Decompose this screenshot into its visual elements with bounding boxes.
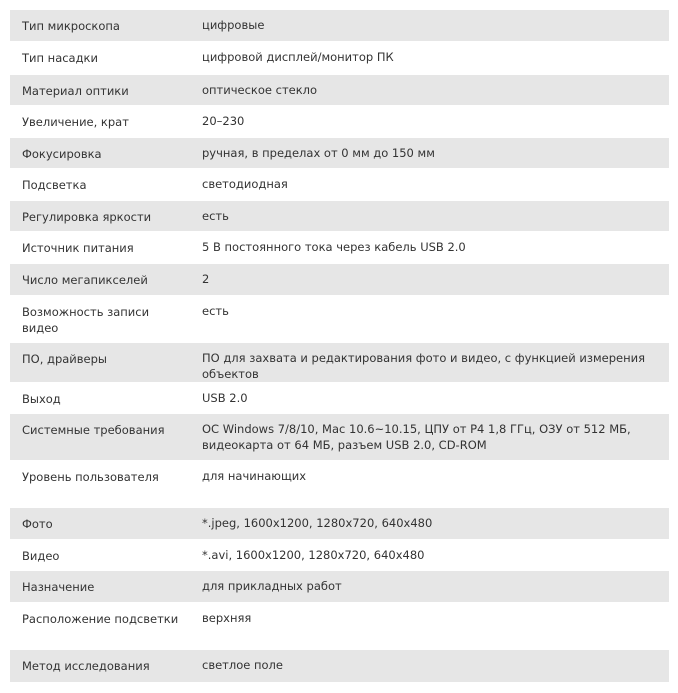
spec-value: есть <box>190 200 669 231</box>
spec-value: ПО для захвата и редактирования фото и видео, с функцией измерения объектов <box>190 342 669 382</box>
spec-label: Фото <box>10 507 190 539</box>
spec-value: USB 2.0 <box>190 382 669 413</box>
spec-value: 20–230 <box>190 105 669 137</box>
spec-label: Источник питания <box>10 231 190 263</box>
spec-row-research-method <box>10 649 669 682</box>
spec-value: *.jpeg, 1600x1200, 1280x720, 640x480 <box>190 507 669 539</box>
spec-label: Расположение подсветки <box>10 602 190 649</box>
spec-row-brightness-control <box>10 200 669 231</box>
spec-label: Назначение <box>10 570 190 602</box>
spec-row-attachment-type <box>10 41 669 74</box>
spec-row-power-source <box>10 231 669 263</box>
spec-label: Видео <box>10 539 190 570</box>
spec-row-purpose <box>10 570 669 602</box>
spec-row-system-requirements <box>10 413 669 460</box>
spec-row-video-recording <box>10 295 669 342</box>
specs-table-body <box>10 10 669 682</box>
spec-label: ПО, драйверы <box>10 342 190 382</box>
spec-row-optics-material <box>10 74 669 105</box>
spec-label: Системные требования <box>10 413 190 460</box>
spec-value: есть <box>190 295 669 342</box>
spec-label: Уровень пользователя <box>10 460 190 507</box>
spec-value: для начинающих <box>190 460 669 507</box>
spec-row-video <box>10 539 669 570</box>
specs-table <box>10 10 669 683</box>
spec-label: Подсветка <box>10 168 190 200</box>
spec-row-magnification <box>10 105 669 137</box>
spec-value: для прикладных работ <box>190 570 669 602</box>
spec-label: Метод исследования <box>10 649 190 682</box>
spec-row-microscope-type <box>10 10 669 41</box>
spec-row-illumination <box>10 168 669 200</box>
spec-value: ОС Windows 7/8/10, Mac 10.6~10.15, ЦПУ от P4 1,8 ГГц, ОЗУ от 512 МБ, видеокарта от 64 МБ, разъем USB 2.0, CD-ROM <box>190 413 669 460</box>
spec-row-illumination-position <box>10 602 669 649</box>
spec-label: Выход <box>10 382 190 413</box>
spec-row-output <box>10 382 669 413</box>
spec-row-megapixels <box>10 263 669 295</box>
spec-label: Материал оптики <box>10 74 190 105</box>
spec-label: Фокусировка <box>10 137 190 168</box>
spec-value: светодиодная <box>190 168 669 200</box>
spec-value: ручная, в пределах от 0 мм до 150 мм <box>190 137 669 168</box>
spec-row-photo <box>10 507 669 539</box>
spec-label: Тип насадки <box>10 41 190 74</box>
spec-value: цифровые <box>190 10 669 41</box>
spec-label: Тип микроскопа <box>10 10 190 41</box>
spec-label: Регулировка яркости <box>10 200 190 231</box>
spec-value: оптическое стекло <box>190 74 669 105</box>
spec-value: 2 <box>190 263 669 295</box>
spec-value: цифровой дисплей/монитор ПК <box>190 41 669 74</box>
spec-row-user-level <box>10 460 669 507</box>
spec-row-software <box>10 342 669 382</box>
spec-value: светлое поле <box>190 649 669 682</box>
spec-label: Число мегапикселей <box>10 263 190 295</box>
spec-label: Возможность записи видео <box>10 295 190 342</box>
spec-label: Увеличение, крат <box>10 105 190 137</box>
spec-row-focusing <box>10 137 669 168</box>
spec-value: 5 В постоянного тока через кабель USB 2.0 <box>190 231 669 263</box>
spec-value: *.avi, 1600x1200, 1280x720, 640x480 <box>190 539 669 570</box>
spec-value: верхняя <box>190 602 669 649</box>
